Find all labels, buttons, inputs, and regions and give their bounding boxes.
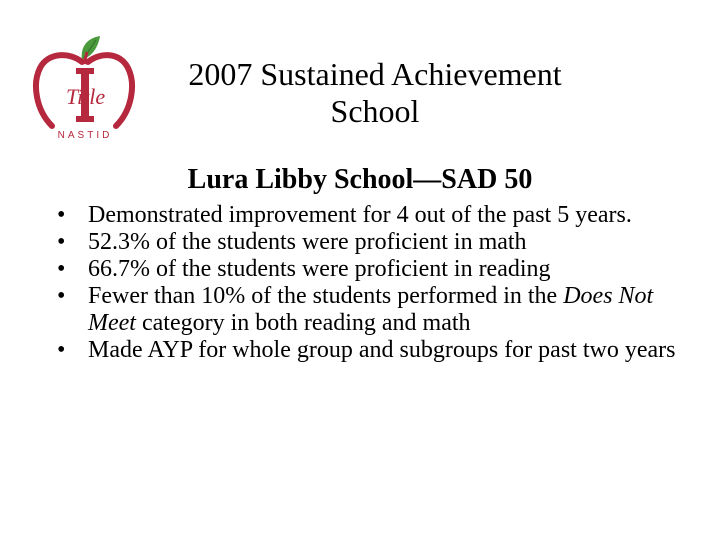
- logo-org: NASTID: [57, 130, 113, 141]
- title-i-nastid-logo: [30, 34, 140, 146]
- bullet-text: Made AYP for whole group and subgroups for past two years: [88, 337, 676, 363]
- list-item: [57, 283, 677, 337]
- title-line-1: 2007 Sustained Achievement: [188, 56, 562, 92]
- list-item: [57, 229, 677, 256]
- bullet-text: 52.3% of the students were proficient in math: [88, 229, 527, 255]
- bullet-text-suffix: category in both reading and math: [135, 310, 471, 336]
- bullet-text: Demonstrated improvement for 4 out of the past 5 years.: [88, 202, 632, 228]
- logo-word: Title: [66, 84, 106, 109]
- slide-title: [180, 56, 570, 130]
- bullet-icon: •: [57, 283, 66, 309]
- category-name: Does Not Meet: [88, 283, 654, 336]
- bullet-icon: •: [57, 256, 66, 282]
- bullet-icon: •: [57, 229, 66, 255]
- list-item: [57, 256, 677, 283]
- title-line-2: School: [330, 93, 420, 129]
- bullet-icon: •: [57, 202, 66, 228]
- list-item: [57, 337, 677, 364]
- bullet-text: 66.7% of the students were proficient in reading: [88, 256, 551, 282]
- bullet-text-prefix: Fewer than 10% of the students performed in the: [88, 283, 558, 309]
- list-item: [57, 202, 677, 229]
- bullet-list: [57, 202, 677, 364]
- school-subtitle: Lura Libby School—SAD 50: [187, 164, 533, 195]
- bullet-icon: •: [57, 337, 66, 363]
